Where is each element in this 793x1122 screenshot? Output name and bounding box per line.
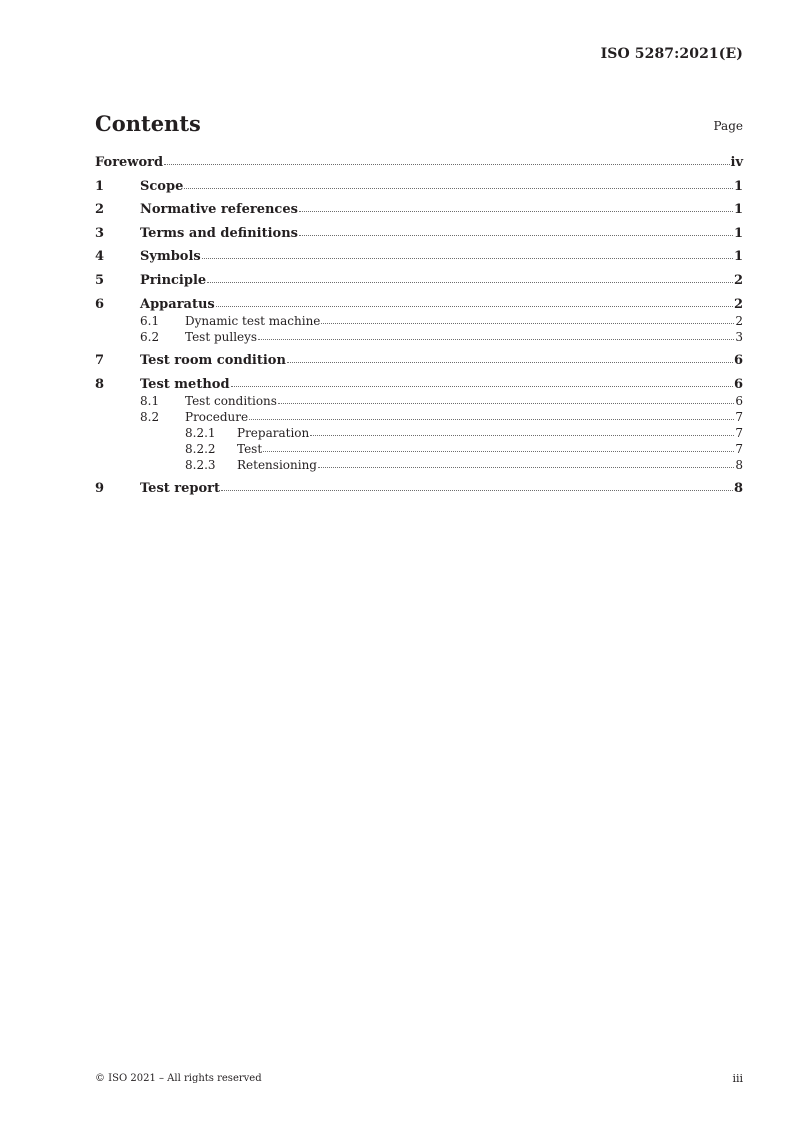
toc-entry-title: Test [237,442,263,456]
toc-leader [164,164,729,165]
footer-copyright: © ISO 2021 – All rights reserved [95,1073,262,1084]
toc-leader [287,362,733,363]
toc-leader [318,467,734,468]
toc-entry-title: Dynamic test machine [185,314,321,328]
toc-entry-page: 7 [735,410,743,424]
toc-entry-terms-and-definitions[interactable] [95,226,743,241]
toc-leader [207,282,733,283]
toc-entry-number: 8.2.1 [185,426,216,440]
toc-entry-page: 1 [733,179,743,194]
toc-entry-number: 6 [95,297,105,312]
toc-entry-scope[interactable] [95,179,743,194]
toc-entry-page: 6 [733,377,743,392]
toc-leader [216,306,733,307]
toc-entry-number: 8.1 [140,394,160,408]
toc-entry-preparation[interactable] [95,426,743,440]
toc-entry-title: Test conditions [185,394,277,408]
toc-entry-apparatus[interactable] [95,297,743,312]
toc-entry-number: 8.2 [140,410,160,424]
toc-entry-title: Symbols [140,249,201,264]
toc-entry-number: 5 [95,273,105,288]
toc-leader [263,451,734,452]
toc-entry-retensioning[interactable] [95,458,743,472]
toc-entry-title: Terms and definitions [140,226,298,241]
toc-entry-number: 9 [95,481,105,496]
toc-entry-title: Procedure [185,410,249,424]
toc-entry-number: 7 [95,353,105,368]
toc-entry-title: Foreword [95,155,164,170]
toc-leader [258,339,734,340]
toc-leader [321,323,734,324]
toc-entry-number: 3 [95,226,105,241]
toc-entry-page: 1 [733,226,743,241]
toc-entry-page: 1 [733,249,743,264]
toc-entry-principle[interactable] [95,273,743,288]
header-doc-id: ISO 5287:2021(E) [600,46,743,62]
toc-entry-page: 2 [735,314,743,328]
toc-leader [299,211,733,212]
toc-entry-page: 3 [735,330,743,344]
toc-entry-page: 6 [733,353,743,368]
toc-leader [310,435,734,436]
toc-entry-test-pulleys[interactable] [95,330,743,344]
toc-entry-test-report[interactable] [95,481,743,496]
toc-entry-page: 6 [735,394,743,408]
toc-leader [299,235,733,236]
toc-entry-page: 8 [733,481,743,496]
toc-entry-page: 2 [733,297,743,312]
toc-entry-title: Test report [140,481,221,496]
toc-leader [278,403,734,404]
toc-entry-number: 8.2.2 [185,442,216,456]
toc-entry-procedure[interactable] [95,410,743,424]
toc-leader [249,419,734,420]
toc-entry-number: 4 [95,249,105,264]
toc-leader [184,188,733,189]
toc-entry-number: 8 [95,377,105,392]
toc-entry-page: 1 [733,202,743,217]
toc-entry-dynamic-test-machine[interactable] [95,314,743,328]
toc-entry-page: 2 [733,273,743,288]
toc-entry-title: Apparatus [140,297,215,312]
toc-entry-title: Test room condition [140,353,286,368]
toc-leader [231,386,733,387]
toc-entry-symbols[interactable] [95,249,743,264]
toc-entry-page: 7 [735,426,743,440]
toc-entry-number: 2 [95,202,105,217]
toc-entry-title: Scope [140,179,184,194]
toc-entry-title: Test pulleys [185,330,258,344]
toc-entry-test-method[interactable] [95,377,743,392]
toc-entry-normative-references[interactable] [95,202,743,217]
toc-leader [221,490,733,491]
footer-page-number: iii [732,1072,743,1085]
toc-entry-title: Principle [140,273,207,288]
toc-entry-page: iv [730,155,743,170]
toc-entry-number: 8.2.3 [185,458,216,472]
contents-title: Contents [95,111,201,136]
toc-entry-test-conditions[interactable] [95,394,743,408]
toc-leader [202,258,733,259]
toc-entry-number: 6.1 [140,314,160,328]
toc-entry-foreword[interactable] [95,155,743,170]
toc-entry-number: 6.2 [140,330,160,344]
toc-entry-title: Normative references [140,202,298,217]
toc-entry-number: 1 [95,179,105,194]
toc-entry-title: Preparation [237,426,310,440]
toc-entry-page: 8 [735,458,743,472]
page-column-label: Page [713,119,743,133]
toc-entry-test[interactable] [95,442,743,456]
toc-entry-title: Retensioning [237,458,317,472]
toc-entry-page: 7 [735,442,743,456]
toc-entry-test-room-condition[interactable] [95,353,743,368]
toc-entry-title: Test method [140,377,230,392]
